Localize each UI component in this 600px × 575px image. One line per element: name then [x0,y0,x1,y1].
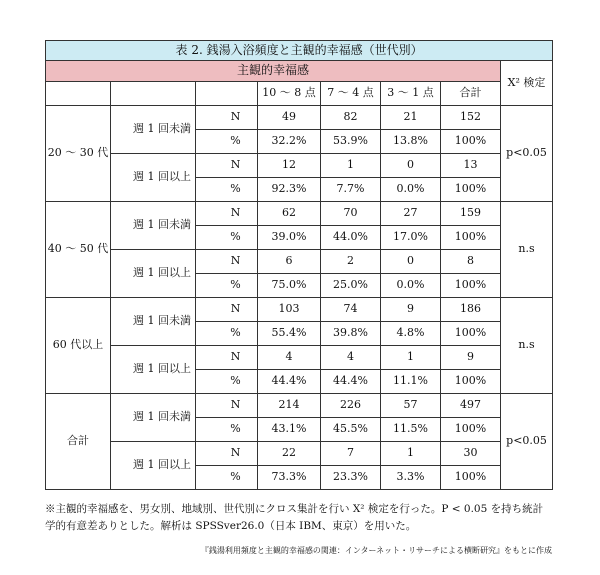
data-cell: 70 [321,202,381,226]
chi-square-result: p<0.05 [501,106,553,202]
table-row [46,202,553,226]
data-cell: 45.5% [321,418,381,442]
blank-header-cell [111,82,196,106]
data-cell: 159 [441,202,501,226]
measure-label: % [196,418,258,442]
blank-header-cell [46,82,111,106]
table-row [46,154,553,178]
data-cell: 92.3% [258,178,321,202]
frequency-category: 週 1 回未満 [111,298,196,346]
measure-label: N [196,154,258,178]
data-cell: 6 [258,250,321,274]
data-cell: 74 [321,298,381,322]
frequency-category: 週 1 回以上 [111,346,196,394]
source-citation: 『銭湯利用頻度と主観的幸福感の関連：インターネット・リサーチによる横断研究』をもとに作成 [200,546,552,555]
data-cell: 57 [381,394,441,418]
data-cell: 8 [441,250,501,274]
data-cell: 186 [441,298,501,322]
data-cell: 43.1% [258,418,321,442]
measure-label: N [196,442,258,466]
data-cell: 0 [381,250,441,274]
data-cell: 152 [441,106,501,130]
column-header: 10 ～ 8 点 [258,82,321,106]
data-cell: 100% [441,178,501,202]
data-cell: 100% [441,226,501,250]
age-group-label: 60 代以上 [46,298,111,394]
data-cell: 11.1% [381,370,441,394]
frequency-category: 週 1 回以上 [111,250,196,298]
data-cell: 82 [321,106,381,130]
data-cell: 7 [321,442,381,466]
data-cell: 1 [381,346,441,370]
data-cell: 0 [381,154,441,178]
data-cell: 7.7% [321,178,381,202]
subjective-wellbeing-header: 主観的幸福感 [46,61,501,82]
data-cell: 9 [381,298,441,322]
measure-label: % [196,226,258,250]
data-cell: 55.4% [258,322,321,346]
data-cell: 21 [381,106,441,130]
table-container [45,40,552,490]
measure-label: % [196,370,258,394]
data-cell: 497 [441,394,501,418]
data-cell: 13 [441,154,501,178]
data-cell: 75.0% [258,274,321,298]
table-row [46,394,553,418]
data-cell: 100% [441,130,501,154]
column-header: 3 ～ 1 点 [381,82,441,106]
measure-label: % [196,178,258,202]
measure-label: N [196,250,258,274]
data-cell: 214 [258,394,321,418]
data-cell: 4 [321,346,381,370]
data-cell: 3.3% [381,466,441,490]
data-cell: 100% [441,322,501,346]
frequency-category: 週 1 回未満 [111,202,196,250]
blank-header-cell [196,82,258,106]
data-cell: 53.9% [321,130,381,154]
frequency-category: 週 1 回未満 [111,106,196,154]
table-row [46,346,553,370]
measure-label: N [196,394,258,418]
data-cell: 44.4% [258,370,321,394]
age-group-label: 合計 [46,394,111,490]
chi-square-result: n.s [501,202,553,298]
table-title: 表 2. 銭湯入浴頻度と主観的幸福感（世代別） [46,41,553,61]
frequency-category: 週 1 回未満 [111,394,196,442]
data-cell: 49 [258,106,321,130]
chi-square-result: n.s [501,298,553,394]
data-cell: 30 [441,442,501,466]
data-cell: 2 [321,250,381,274]
data-cell: 0.0% [381,178,441,202]
table-row [46,442,553,466]
data-cell: 44.4% [321,370,381,394]
data-cell: 11.5% [381,418,441,442]
data-cell: 13.8% [381,130,441,154]
measure-label: % [196,466,258,490]
measure-label: N [196,346,258,370]
data-cell: 100% [441,274,501,298]
data-cell: 4 [258,346,321,370]
data-cell: 0.0% [381,274,441,298]
column-header: 合計 [441,82,501,106]
data-cell: 62 [258,202,321,226]
data-cell: 23.3% [321,466,381,490]
measure-label: % [196,130,258,154]
data-cell: 226 [321,394,381,418]
frequency-category: 週 1 回以上 [111,442,196,490]
table-row [46,298,553,322]
measure-label: % [196,322,258,346]
data-cell: 1 [381,442,441,466]
data-cell: 100% [441,466,501,490]
data-cell: 73.3% [258,466,321,490]
data-cell: 1 [321,154,381,178]
measure-label: N [196,298,258,322]
age-group-label: 40 ～ 50 代 [46,202,111,298]
chi-square-result: p<0.05 [501,394,553,490]
data-cell: 32.2% [258,130,321,154]
data-cell: 22 [258,442,321,466]
data-cell: 4.8% [381,322,441,346]
data-cell: 39.0% [258,226,321,250]
table-row [46,250,553,274]
results-table [45,40,553,490]
data-cell: 39.8% [321,322,381,346]
chi-square-header: X² 検定 [501,61,553,106]
data-cell: 17.0% [381,226,441,250]
measure-label: N [196,202,258,226]
data-cell: 25.0% [321,274,381,298]
table-row [46,106,553,130]
data-cell: 27 [381,202,441,226]
data-cell: 103 [258,298,321,322]
footnote: ※主観的幸福感を、男女別、地域別、世代別にクロス集計を行い X² 検定を行った。P < 0.05 を持ち統計学的有意差ありとした。解析は SPSSver26.0（日本 IBM、東京）を用いた。 [45,503,544,532]
age-group-label: 20 ～ 30 代 [46,106,111,202]
measure-label: % [196,274,258,298]
data-cell: 100% [441,418,501,442]
data-cell: 100% [441,370,501,394]
data-cell: 12 [258,154,321,178]
column-header: 7 ～ 4 点 [321,82,381,106]
data-cell: 44.0% [321,226,381,250]
data-cell: 9 [441,346,501,370]
frequency-category: 週 1 回以上 [111,154,196,202]
measure-label: N [196,106,258,130]
